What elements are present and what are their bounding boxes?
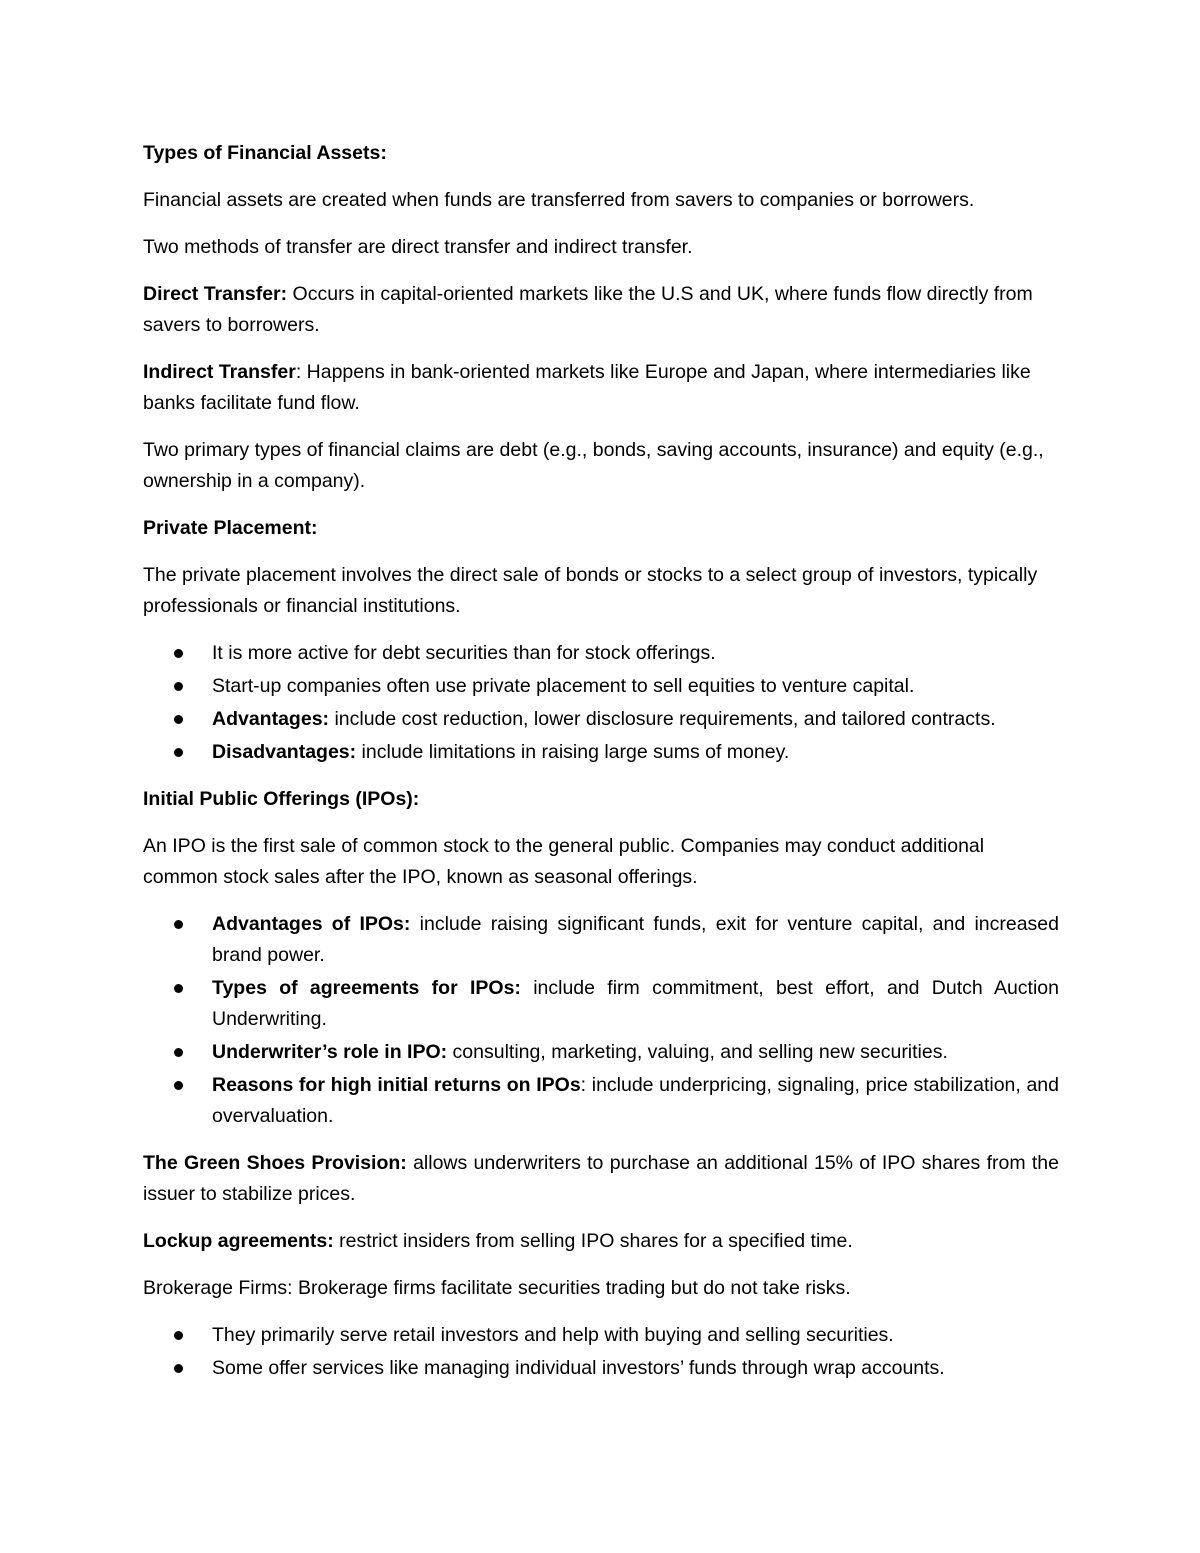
- bullet-icon: [174, 715, 183, 724]
- paragraph-green-shoes: [143, 1148, 1059, 1210]
- indirect-transfer-text: : Happens in bank-oriented markets like Europe and Japan, where intermediaries like banks facilitate fund flow.: [143, 361, 1031, 414]
- heading-ipo: Initial Public Offerings (IPOs):: [143, 788, 420, 810]
- list-item-text: Some offer services like managing individual investors’ funds through wrap accounts.: [212, 1357, 945, 1379]
- paragraph-two-methods: Two methods of transfer are direct transfer and indirect transfer.: [143, 236, 693, 258]
- list-item-label: Reasons for high initial returns on IPOs: [212, 1074, 581, 1096]
- list-item: [143, 973, 1059, 1035]
- list-item-text: Start-up companies often use private placement to sell equities to venture capital.: [212, 675, 915, 697]
- heading-financial-assets: Types of Financial Assets:: [143, 142, 387, 164]
- list-item-label: Disadvantages:: [212, 741, 357, 763]
- list-item: [143, 638, 1059, 669]
- list-item-text: include raising significant funds, exit for venture capital, and increased brand power.: [212, 913, 1059, 966]
- paragraph-financial-claims: Two primary types of financial claims are debt (e.g., bonds, saving accounts, insurance) and equity (e.g., ownership in a company).: [143, 439, 1044, 492]
- direct-transfer-text: Occurs in capital-oriented markets like the U.S and UK, where funds flow directly from savers to borrowers.: [143, 283, 1033, 336]
- paragraph-ipo: An IPO is the first sale of common stock to the general public. Companies may conduct additional common stock sales after the IPO, known as seasonal offerings.: [143, 835, 985, 888]
- paragraph-indirect-transfer: [143, 357, 1059, 419]
- list-item: [143, 704, 1059, 735]
- indirect-transfer-label: Indirect Transfer: [143, 361, 296, 383]
- list-item-label: Advantages of IPOs:: [212, 913, 411, 935]
- private-placement-list: [143, 638, 1059, 768]
- bullet-icon: [174, 1331, 183, 1340]
- document-page: [143, 138, 1059, 1400]
- list-item: [143, 1070, 1059, 1132]
- paragraph-lockup: [143, 1226, 1059, 1257]
- list-item-label: Underwriter’s role in IPO:: [212, 1041, 448, 1063]
- list-item: [143, 909, 1059, 971]
- ipo-list: [143, 909, 1059, 1132]
- list-item-label: Advantages:: [212, 708, 330, 730]
- list-item-text: include cost reduction, lower disclosure requirements, and tailored contracts.: [329, 708, 996, 730]
- list-item: [143, 671, 1059, 702]
- list-item-text: They primarily serve retail investors and help with buying and selling securities.: [212, 1324, 894, 1346]
- heading-private-placement: Private Placement:: [143, 517, 318, 539]
- list-item: [143, 1320, 1059, 1351]
- paragraph-private-placement: The private placement involves the direct sale of bonds or stocks to a select group of investors, typically professionals or financial institutions.: [143, 564, 1038, 617]
- list-item-text: include limitations in raising large sums of money.: [356, 741, 790, 763]
- brokerage-list: [143, 1320, 1059, 1384]
- list-item-text: consulting, marketing, valuing, and selling new securities.: [447, 1041, 948, 1063]
- list-item-text: : include underpricing, signaling, price stabilization, and overvaluation.: [212, 1074, 1059, 1127]
- list-item: [143, 737, 1059, 768]
- direct-transfer-label: Direct Transfer:: [143, 283, 288, 305]
- list-item-label: Types of agreements for IPOs:: [212, 977, 521, 999]
- bullet-icon: [174, 682, 183, 691]
- bullet-icon: [174, 1081, 183, 1090]
- list-item-text: It is more active for debt securities than for stock offerings.: [212, 642, 716, 664]
- bullet-icon: [174, 984, 183, 993]
- list-item: [143, 1353, 1059, 1384]
- list-item-text: include firm commitment, best effort, and Dutch Auction Underwriting.: [212, 977, 1059, 1030]
- bullet-icon: [174, 1048, 183, 1057]
- bullet-icon: [174, 649, 183, 658]
- lockup-text: restrict insiders from selling IPO shares for a specified time.: [333, 1230, 853, 1252]
- green-shoes-text: allows underwriters to purchase an additional 15% of IPO shares from the issuer to stabilize prices.: [143, 1152, 1059, 1205]
- paragraph-direct-transfer: [143, 279, 1059, 341]
- bullet-icon: [174, 1364, 183, 1373]
- bullet-icon: [174, 748, 183, 757]
- bullet-icon: [174, 920, 183, 929]
- lockup-label: Lockup agreements:: [143, 1230, 334, 1252]
- paragraph-brokerage: Brokerage Firms: Brokerage firms facilitate securities trading but do not take risks.: [143, 1277, 851, 1299]
- green-shoes-label: The Green Shoes Provision:: [143, 1152, 407, 1174]
- paragraph-financial-assets: Financial assets are created when funds are transferred from savers to companies or borrowers.: [143, 189, 975, 211]
- list-item: [143, 1037, 1059, 1068]
